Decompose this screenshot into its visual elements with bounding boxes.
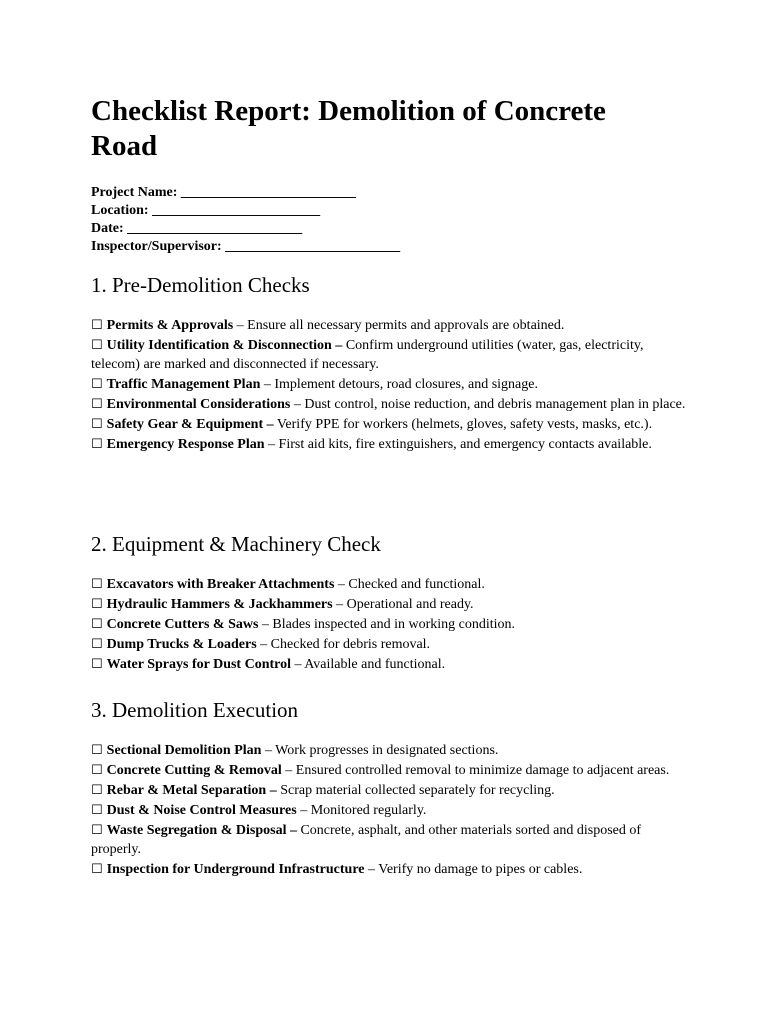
checkbox-icon[interactable]: ☐ (91, 338, 103, 353)
item-title: Water Sprays for Dust Control (106, 657, 291, 672)
checklist-item (91, 595, 691, 614)
checkbox-icon[interactable]: ☐ (91, 823, 103, 838)
checkbox-icon[interactable]: ☐ (91, 318, 103, 333)
checkbox-icon[interactable]: ☐ (91, 803, 103, 818)
item-title: Safety Gear & Equipment – (106, 417, 274, 432)
inspector-field (91, 238, 691, 256)
checklist-item (91, 336, 691, 374)
checklist-item (91, 860, 691, 879)
checklist-item (91, 761, 691, 780)
checkbox-icon[interactable]: ☐ (91, 763, 103, 778)
field-blank: _________________________ (180, 185, 356, 200)
checkbox-icon[interactable]: ☐ (91, 617, 103, 632)
project-info-fields (91, 184, 691, 256)
section-heading: 2. Equipment & Machinery Check (91, 532, 381, 556)
item-text: Concrete, asphalt, and other materials sorted and disposed of properly. (91, 823, 642, 857)
item-text: – Checked for debris removal. (256, 637, 431, 652)
item-title: Concrete Cutters & Saws (106, 617, 259, 632)
item-text: – Ensured controlled removal to minimize damage to adjacent areas. (281, 763, 670, 778)
item-title: Sectional Demolition Plan (106, 743, 262, 758)
checkbox-icon[interactable]: ☐ (91, 783, 103, 798)
item-text: – Checked and functional. (334, 577, 485, 592)
checklist-item (91, 395, 691, 414)
item-text: – Verify no damage to pipes or cables. (364, 862, 583, 877)
item-title: Utility Identification & Disconnection – (106, 338, 343, 353)
checklist-item (91, 375, 691, 394)
item-text: – Monitored regularly. (296, 803, 427, 818)
item-text: – Work progresses in designated sections. (261, 743, 499, 758)
item-title: Emergency Response Plan (106, 437, 265, 452)
checkbox-icon[interactable]: ☐ (91, 637, 103, 652)
checklist (91, 575, 691, 674)
field-label: Project Name: (91, 185, 178, 200)
item-title: Permits & Approvals (106, 318, 234, 333)
item-text: – Dust control, noise reduction, and debris management plan in place. (290, 397, 686, 412)
item-text: – Available and functional. (291, 657, 446, 672)
checkbox-icon[interactable]: ☐ (91, 577, 103, 592)
field-label: Inspector/Supervisor: (91, 239, 222, 254)
item-title: Concrete Cutting & Removal (106, 763, 282, 778)
item-title: Hydraulic Hammers & Jackhammers (106, 597, 333, 612)
section-pre-demolition (91, 272, 691, 455)
checkbox-icon[interactable]: ☐ (91, 417, 103, 432)
item-text: – Operational and ready. (332, 597, 474, 612)
field-blank: _________________________ (225, 239, 401, 254)
checklist-item (91, 316, 691, 335)
item-title: Inspection for Underground Infrastructure (106, 862, 365, 877)
item-text: – Blades inspected and in working condition. (258, 617, 516, 632)
document-page (91, 94, 691, 877)
field-blank: ________________________ (152, 203, 321, 218)
item-text: Verify PPE for workers (helmets, gloves, safety vests, masks, etc.). (273, 417, 653, 432)
item-title: Excavators with Breaker Attachments (106, 577, 335, 592)
checkbox-icon[interactable]: ☐ (91, 437, 103, 452)
item-text: – Ensure all necessary permits and approvals are obtained. (233, 318, 565, 333)
checkbox-icon[interactable]: ☐ (91, 657, 103, 672)
location-field (91, 202, 691, 220)
section-demolition-execution (91, 697, 691, 880)
project-name-field (91, 184, 691, 202)
section-heading: 1. Pre-Demolition Checks (91, 273, 310, 297)
field-blank: _________________________ (127, 221, 303, 236)
checkbox-icon[interactable]: ☐ (91, 862, 103, 877)
item-title: Waste Segregation & Disposal – (106, 823, 297, 838)
checkbox-icon[interactable]: ☐ (91, 397, 103, 412)
item-title: Dust & Noise Control Measures (106, 803, 297, 818)
checklist (91, 741, 691, 879)
checklist (91, 316, 691, 454)
field-label: Date: (91, 221, 124, 236)
checklist-item (91, 655, 691, 674)
checklist-item (91, 415, 691, 434)
item-title: Environmental Considerations (106, 397, 291, 412)
checklist-item (91, 781, 691, 800)
section-heading: 3. Demolition Execution (91, 698, 299, 722)
checklist-item (91, 821, 691, 859)
field-label: Location: (91, 203, 149, 218)
checklist-item (91, 615, 691, 634)
item-text: Confirm underground utilities (water, gas, electricity, telecom) are marked and disconnected if necessary. (91, 338, 644, 372)
item-text: – First aid kits, fire extinguishers, and emergency contacts available. (264, 437, 652, 452)
item-title: Dump Trucks & Loaders (106, 637, 257, 652)
item-title: Traffic Management Plan (106, 377, 261, 392)
checklist-item (91, 801, 691, 820)
checklist-item (91, 741, 691, 760)
document-title: Checklist Report: Demolition of Concrete Road (91, 95, 606, 162)
checklist-item (91, 635, 691, 654)
section-equipment-check (91, 531, 691, 675)
item-title: Rebar & Metal Separation – (106, 783, 277, 798)
checkbox-icon[interactable]: ☐ (91, 377, 103, 392)
item-text: – Implement detours, road closures, and signage. (260, 377, 538, 392)
checkbox-icon[interactable]: ☐ (91, 743, 103, 758)
checkbox-icon[interactable]: ☐ (91, 597, 103, 612)
date-field (91, 220, 691, 238)
checklist-item (91, 435, 691, 454)
checklist-item (91, 575, 691, 594)
item-text: Scrap material collected separately for recycling. (276, 783, 555, 798)
